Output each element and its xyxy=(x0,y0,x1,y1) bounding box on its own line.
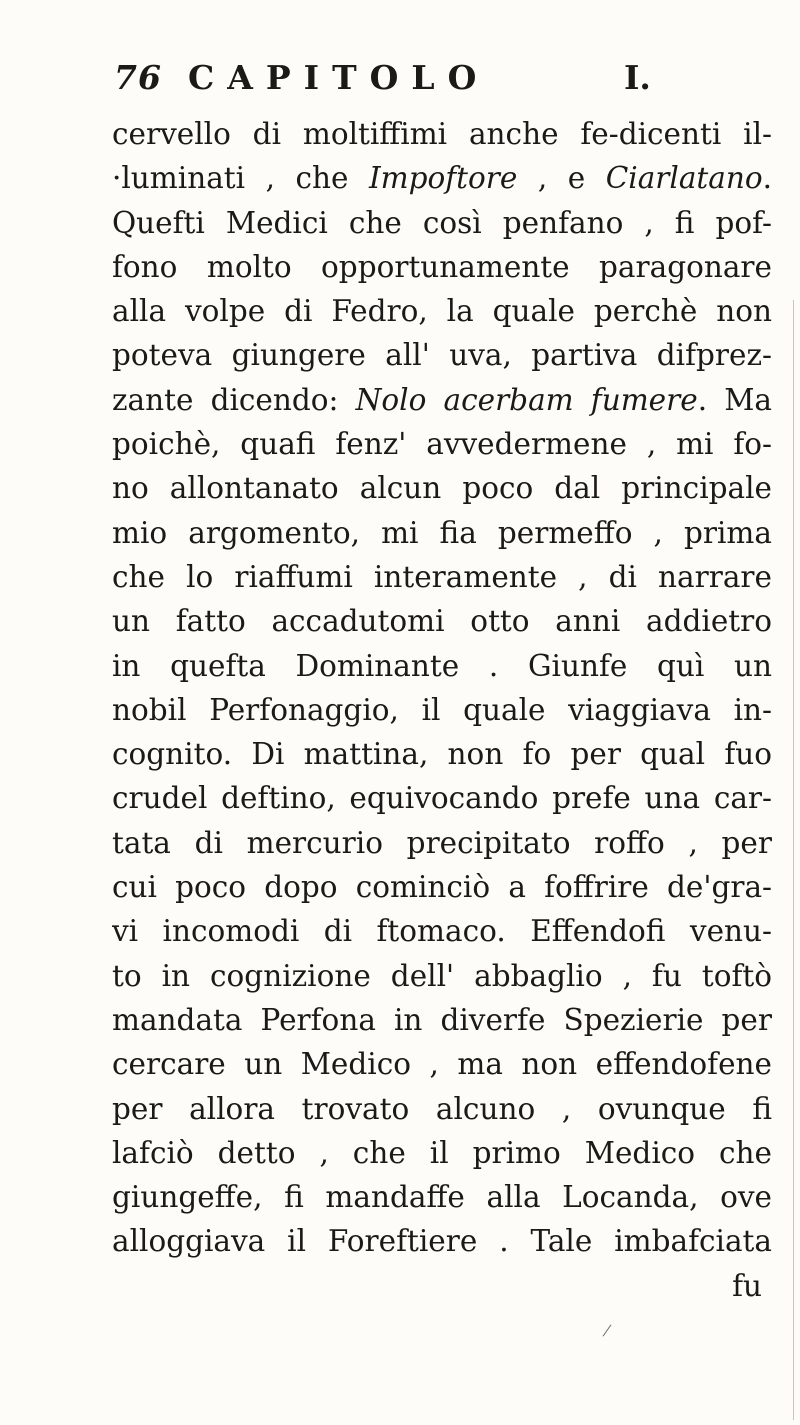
text-line xyxy=(112,1219,772,1263)
chapter-title: CAPITOLO xyxy=(188,58,490,97)
text-segment: cercare un Medico , ma non effendofene xyxy=(112,1047,772,1082)
text-line xyxy=(112,1087,772,1131)
text-segment: fono molto opportunamente paragonare xyxy=(112,249,772,284)
text-line xyxy=(112,1131,772,1175)
text-segment: giungeffe, fi mandaffe alla Locanda, ove xyxy=(112,1180,772,1215)
text-line xyxy=(112,732,772,776)
text-segment: to in cognizione dell' abbaglio , fu toftò xyxy=(112,958,772,993)
text-line xyxy=(112,998,772,1042)
text-segment: tata di mercurio precipitato roffo , per xyxy=(112,825,772,860)
text-segment: alloggiava il Foreftiere . Tale imbafciata xyxy=(112,1224,772,1259)
text-segment: zante dicendo: xyxy=(112,382,356,417)
catchword: fu xyxy=(732,1268,762,1303)
text-line xyxy=(112,156,772,200)
text-line xyxy=(112,555,772,599)
text-line xyxy=(112,865,772,909)
text-segment: lafciò detto , che il primo Medico che xyxy=(112,1135,772,1170)
text-segment: cervello di moltiffimi anche fe-dicenti il- xyxy=(112,117,772,151)
text-line xyxy=(112,688,772,732)
text-segment: poichè, quafi fenz' avvedermene , mi fo- xyxy=(112,427,772,462)
text-segment: poteva giungere all' uva, partiva difprez- xyxy=(112,338,772,373)
text-segment: mandata Perfona in diverfe Spezierie per xyxy=(112,1002,772,1037)
text-segment: , e xyxy=(517,161,606,196)
text-line xyxy=(112,245,772,289)
text-segment: alla volpe di Fedro, la quale perchè non xyxy=(112,294,772,329)
text-segment: nobil Perfonaggio, il quale viaggiava in- xyxy=(112,692,772,727)
text-segment: un fatto accadutomi otto anni addietro xyxy=(112,604,772,639)
text-segment: cui poco dopo cominciò a foffrire de'gra- xyxy=(112,870,772,905)
text-segment: . Ma xyxy=(697,382,772,417)
text-line xyxy=(112,289,772,333)
text-line xyxy=(112,201,772,245)
page-number: 76 xyxy=(114,58,162,97)
text-line xyxy=(112,422,772,466)
text-segment: vi incomodi di ftomaco. Effendofi venu- xyxy=(112,914,772,949)
italic-phrase: Impoftore xyxy=(368,161,518,196)
text-line xyxy=(112,599,772,643)
italic-phrase: Ciarlatano xyxy=(605,161,763,196)
chapter-number: I. xyxy=(624,58,651,97)
text-line xyxy=(112,644,772,688)
text-line xyxy=(112,511,772,555)
text-segment: che lo riaffumi interamente , di narrare xyxy=(112,559,772,594)
text-line xyxy=(112,378,772,422)
page-edge-line xyxy=(793,300,794,1420)
text-segment: cognito. Di mattina, non fo per qual fuo xyxy=(112,737,772,772)
text-segment: . xyxy=(762,161,772,196)
text-line xyxy=(112,466,772,510)
text-segment: Quefti Medici che così penfano , fi pof- xyxy=(112,205,772,240)
text-line xyxy=(112,909,772,953)
italic-phrase: Nolo acerbam fumere xyxy=(355,382,698,417)
text-line xyxy=(112,821,772,865)
text-segment: in quefta Dominante . Giunfe quì un xyxy=(112,648,772,683)
stray-ink-mark xyxy=(603,1324,612,1336)
running-head xyxy=(114,58,674,108)
text-segment: per allora trovato alcuno , ovunque fi xyxy=(112,1091,772,1126)
text-segment: ·luminati , che xyxy=(112,161,369,196)
body-text xyxy=(112,112,772,1308)
text-segment: crudel deftino, equivocando prefe una car- xyxy=(112,781,772,816)
text-line xyxy=(112,1175,772,1219)
text-segment: no allontanato alcun poco dal principale xyxy=(112,471,772,506)
text-line xyxy=(112,776,772,820)
text-line xyxy=(112,112,772,156)
text-line xyxy=(112,333,772,377)
text-line xyxy=(112,1042,772,1086)
text-segment: mio argomento, mi fia permeffo , prima xyxy=(112,515,772,550)
text-line xyxy=(112,954,772,998)
